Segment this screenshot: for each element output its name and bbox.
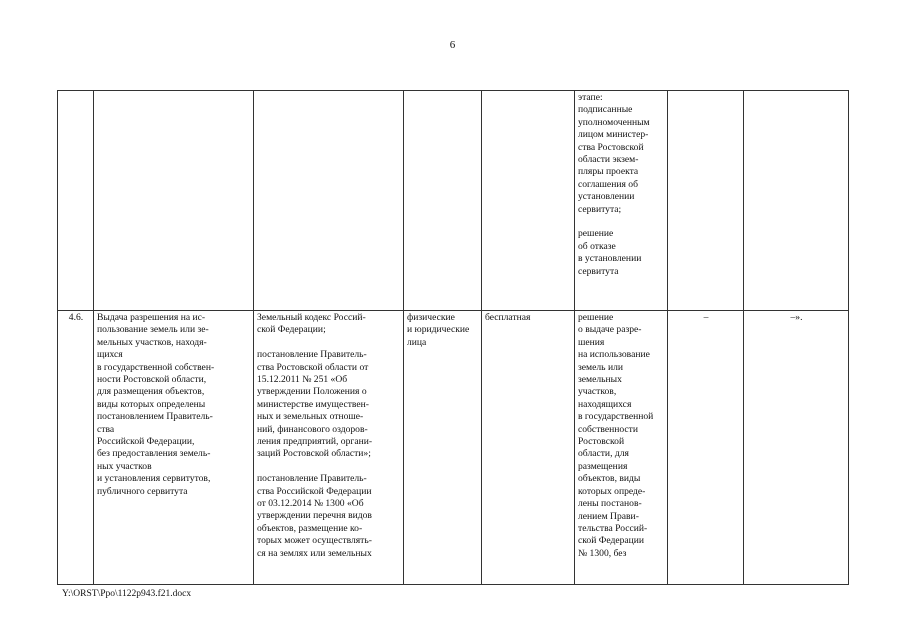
text-line: решение [578, 312, 614, 323]
text-line: ской Федерации [578, 535, 645, 547]
text-line: ности Ростовской области, [97, 374, 207, 386]
col9-cell: –». [744, 311, 849, 585]
fee-cell [482, 311, 575, 585]
cell-service-name [94, 91, 254, 311]
footer-file-path: Y:\ORST\Ppo\1122p943.f21.docx [62, 589, 192, 599]
text-line: этапе: [578, 92, 603, 103]
text-line: земельных [578, 374, 622, 386]
text-line: шения [578, 336, 605, 348]
text-line: пляры проекта [578, 166, 639, 178]
text-line: сервитута [578, 265, 619, 277]
text-line: уполномоченным [578, 116, 650, 128]
text-line: ных участков [97, 460, 152, 472]
cell-result [575, 91, 668, 311]
text-line: виды которых определены [97, 398, 206, 410]
text-line: торых может осуществлять- [257, 535, 372, 547]
text-line: области, для [578, 448, 629, 460]
text-line: соглашения об [578, 178, 638, 190]
text-line: объектов, виды [578, 473, 641, 485]
text-line: публичного сервитута [97, 485, 188, 497]
text-line: и установления сервитутов, [97, 473, 211, 485]
text-line: решение [578, 228, 614, 240]
cell-col9 [744, 91, 849, 311]
text-line: ний, финансового оздоров- [257, 423, 368, 435]
text-line: постановлением Правитель- [97, 411, 213, 423]
text-line: в государственной [578, 411, 654, 423]
text-line: постановление Правитель- [257, 473, 367, 485]
text-line: находящихся [578, 398, 632, 410]
text-line: ской Федерации; [257, 324, 326, 336]
text-line: ства Российской Федерации [257, 485, 372, 497]
continued-row [58, 91, 849, 311]
service-name-cell [94, 311, 254, 585]
cell-number [58, 91, 94, 311]
text-line: щихся [97, 349, 123, 361]
text-line: ства Ростовской [578, 141, 644, 153]
text-line: земель или [578, 361, 623, 373]
services-table [57, 90, 849, 585]
text-line: ства Ростовской области от [257, 361, 369, 373]
text-line: без предоставления земель- [97, 448, 211, 460]
text-line: об отказе [578, 240, 616, 252]
row-number: 4.6. [58, 311, 94, 585]
paragraph-gap [578, 216, 665, 228]
text-line: которых опреде- [578, 485, 646, 497]
text-line: ных и земельных отноше- [257, 411, 364, 423]
cell-applicants [404, 91, 482, 311]
text-line: о выдаче разре- [578, 324, 642, 336]
text-line: № 1300, без [578, 547, 627, 559]
text-line: Ростовской [578, 436, 625, 448]
text-line: постановление Правитель- [257, 349, 367, 361]
text-line: лены постанов- [578, 498, 642, 510]
text-line: Выдача разрешения на ис- [97, 312, 206, 323]
paragraph-gap [257, 337, 401, 349]
text-line: области экзем- [578, 154, 639, 166]
text-line: утверждении Положения о [257, 386, 367, 398]
text-line: сервитута; [578, 203, 622, 215]
applicants-cell [404, 311, 482, 585]
text-line: министерстве имуществен- [257, 398, 369, 410]
text-line: и юридические [407, 324, 470, 336]
text-line: ления предприятий, органи- [257, 436, 373, 448]
text-line: физические [407, 312, 455, 323]
cell-fee [482, 91, 575, 311]
text-line: утверждении перечня видов [257, 510, 372, 522]
text-line: ства [97, 423, 115, 435]
text-line: лицом министер- [578, 129, 649, 141]
text-line: участков, [578, 386, 617, 398]
text-line: пользование земель или зе- [97, 324, 209, 336]
cell-legal-basis [254, 91, 404, 311]
text-line: мельных участков, находя- [97, 336, 207, 348]
paragraph-gap [257, 461, 401, 473]
text-line: ся на землях или земельных [257, 547, 372, 559]
text-line: Земельный кодекс Россий- [257, 312, 366, 323]
text-line: от 03.12.2014 № 1300 «Об [257, 498, 364, 510]
text-line: заций Ростовской области»; [257, 448, 371, 460]
text-line: бесплатная [485, 312, 531, 323]
text-line: объектов, размещение ко- [257, 522, 363, 534]
text-line: подписанные [578, 104, 633, 116]
text-line: установлении [578, 191, 635, 203]
text-line: для размещения объектов, [97, 386, 205, 398]
text-line: размещения [578, 460, 628, 472]
text-line: Российской Федерации, [97, 436, 195, 448]
text-line: лением Прави- [578, 510, 639, 522]
text-line: собственности [578, 423, 639, 435]
table-row-4-6 [58, 311, 849, 585]
legal-basis-cell [254, 311, 404, 585]
text-line: 15.12.2011 № 251 «Об [257, 374, 348, 386]
text-line: в установлении [578, 253, 642, 265]
text-line: лица [407, 336, 427, 348]
page-number: 6 [449, 39, 456, 51]
cell-col8 [668, 91, 744, 311]
col8-cell: – [668, 311, 744, 585]
text-line: на использование [578, 349, 650, 361]
text-line: тельства Россий- [578, 522, 648, 534]
text-line: в государственной собствен- [97, 361, 215, 373]
result-cell [575, 311, 668, 585]
